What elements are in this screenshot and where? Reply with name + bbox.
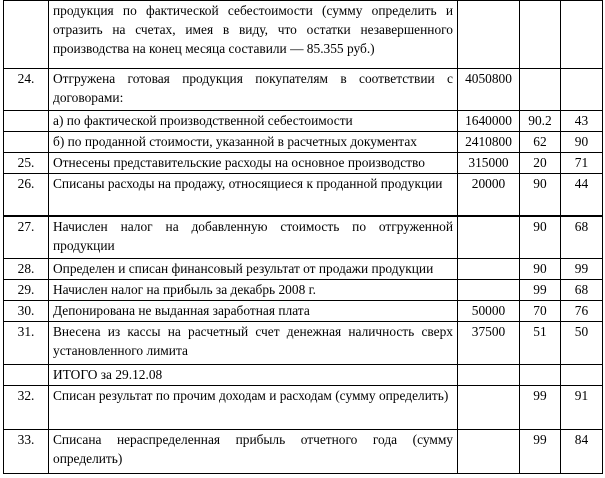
- table-row: [4, 132, 603, 153]
- entry-amount-cell: 2410800: [458, 132, 520, 153]
- debit-account-cell: [520, 69, 561, 111]
- accounting-entries-table: [3, 0, 603, 474]
- entry-amount-cell: 1640000: [458, 111, 520, 132]
- entry-amount-cell: 20000: [458, 174, 520, 216]
- debit-account-cell: 20: [520, 153, 561, 174]
- entry-description-text: продукция по фактической себестоимости (сумму определить и отразить на счетах, имея в виду, что остатки незавершенного производства на конец месяца составили — 85.355 руб.): [53, 3, 453, 56]
- entry-amount-cell: 4050800: [458, 69, 520, 111]
- entry-description-text: ИТОГО за 29.12.08: [53, 367, 163, 382]
- credit-account-cell: 90: [561, 132, 603, 153]
- table-row: [4, 322, 603, 365]
- entry-description-text: Внесена из кассы на расчетный счет денежная наличность сверх установленного лимита: [53, 324, 453, 358]
- entry-amount-cell: [458, 259, 520, 280]
- entry-number-cell: 25.: [4, 153, 49, 174]
- entry-number-cell: 29.: [4, 280, 49, 301]
- entry-description-cell: [49, 69, 458, 111]
- entry-number-cell: [4, 365, 49, 386]
- debit-account-cell: 90: [520, 259, 561, 280]
- entry-number-cell: 33.: [4, 430, 49, 474]
- entry-description-text: Списан результат по прочим доходам и расходам (сумму определить): [53, 388, 449, 403]
- credit-account-cell: 68: [561, 216, 603, 259]
- entry-description-text: Начислен налог на добавленную стоимость по отгруженной продукции: [53, 218, 453, 253]
- entry-number-cell: 30.: [4, 301, 49, 322]
- entry-number-cell: 32.: [4, 386, 49, 430]
- debit-account-cell: [520, 365, 561, 386]
- credit-account-cell: 50: [561, 322, 603, 365]
- table-row: [4, 216, 603, 259]
- debit-account-cell: 62: [520, 132, 561, 153]
- table-row: [4, 386, 603, 430]
- entry-amount-cell: [458, 365, 520, 386]
- table-row: [4, 153, 603, 174]
- debit-account-cell: 99: [520, 280, 561, 301]
- entry-amount-cell: 50000: [458, 301, 520, 322]
- entry-description-cell: [49, 280, 458, 301]
- debit-account-cell: 99: [520, 386, 561, 430]
- entry-description-cell: [49, 174, 458, 216]
- entry-number-cell: [4, 132, 49, 153]
- debit-account-cell: 90: [520, 216, 561, 259]
- debit-account-cell: 70: [520, 301, 561, 322]
- entry-description-cell: [49, 132, 458, 153]
- entry-description-cell: [49, 111, 458, 132]
- credit-account-cell: 68: [561, 280, 603, 301]
- entry-description-cell: [49, 259, 458, 280]
- entry-description-text: Определен и списан финансовый результат от продажи продукции: [53, 261, 434, 276]
- entry-description-text: Депонирована не выданная заработная плата: [53, 303, 310, 318]
- table-row: [4, 280, 603, 301]
- entry-amount-cell: [458, 280, 520, 301]
- entry-description-text: Начислен налог на прибыль за декабрь 2008 г.: [53, 282, 316, 297]
- table-row: [4, 365, 603, 386]
- entry-description-cell: [49, 430, 458, 474]
- debit-account-cell: 90.2: [520, 111, 561, 132]
- entry-amount-cell: [458, 386, 520, 430]
- credit-account-cell: 91: [561, 386, 603, 430]
- entry-description-cell: [49, 1, 458, 69]
- entry-number-cell: 28.: [4, 259, 49, 280]
- entry-number-cell: [4, 1, 49, 69]
- entry-amount-cell: [458, 216, 520, 259]
- credit-account-cell: [561, 365, 603, 386]
- entry-description-text: Отгружена готовая продукция покупателям в соответствии с договорами:: [53, 71, 453, 105]
- debit-account-cell: 90: [520, 174, 561, 216]
- entry-number-cell: 27.: [4, 216, 49, 259]
- debit-account-cell: [520, 1, 561, 69]
- entry-description-cell: [49, 386, 458, 430]
- entry-amount-cell: [458, 430, 520, 474]
- entry-description-cell: [49, 322, 458, 365]
- credit-account-cell: 99: [561, 259, 603, 280]
- entry-description-cell: [49, 216, 458, 259]
- entry-amount-cell: 315000: [458, 153, 520, 174]
- debit-account-cell: 51: [520, 322, 561, 365]
- entry-description-text: Отнесены представительские расходы на основное производство: [53, 155, 425, 170]
- table-row: [4, 430, 603, 474]
- credit-account-cell: 76: [561, 301, 603, 322]
- credit-account-cell: [561, 1, 603, 69]
- entry-description-cell: [49, 365, 458, 386]
- credit-account-cell: [561, 69, 603, 111]
- credit-account-cell: 44: [561, 174, 603, 216]
- entry-number-cell: 31.: [4, 322, 49, 365]
- entry-description-text: а) по фактической производственной себестоимости: [53, 113, 353, 128]
- table-row: [4, 301, 603, 322]
- credit-account-cell: 71: [561, 153, 603, 174]
- table-row: [4, 1, 603, 69]
- entry-number-cell: [4, 111, 49, 132]
- entry-description-text: б) по проданной стоимости, указанной в расчетных документах: [53, 134, 417, 149]
- table-row: [4, 111, 603, 132]
- entry-amount-cell: 37500: [458, 322, 520, 365]
- debit-account-cell: 99: [520, 430, 561, 474]
- credit-account-cell: 84: [561, 430, 603, 474]
- entry-number-cell: 26.: [4, 174, 49, 216]
- entry-number-cell: 24.: [4, 69, 49, 111]
- entry-description-cell: [49, 153, 458, 174]
- credit-account-cell: 43: [561, 111, 603, 132]
- entry-description-text: Списаны расходы на продажу, относящиеся к проданной продукции: [53, 176, 443, 191]
- table-row: [4, 69, 603, 111]
- entry-description-text: Списана нераспределенная прибыль отчетного года (сумму определить): [53, 432, 453, 466]
- entry-description-cell: [49, 301, 458, 322]
- entry-amount-cell: [458, 1, 520, 69]
- table-row: [4, 259, 603, 280]
- table-row: [4, 174, 603, 216]
